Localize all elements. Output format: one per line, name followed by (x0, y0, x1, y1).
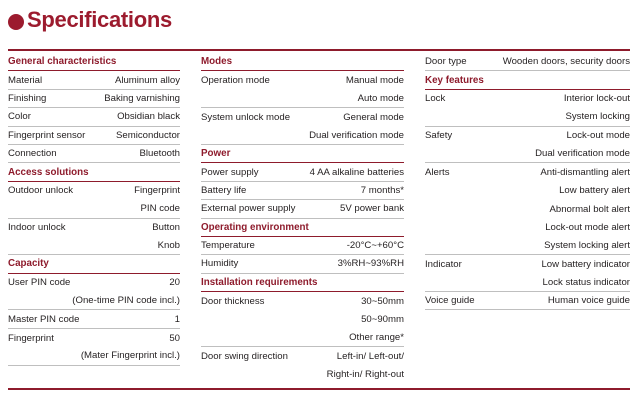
spec-value: -20°C~+60°C (346, 240, 404, 252)
spec-row-continued (425, 182, 630, 200)
spec-value: Lock-out mode alert (545, 222, 630, 234)
section-heading-power: Power (201, 145, 404, 163)
spec-value: Knob (157, 240, 180, 252)
spec-row-user-pin-code (8, 274, 180, 292)
bottom-rule (8, 388, 630, 390)
spec-value: (One-time PIN code incl.) (72, 295, 180, 307)
spec-row-continued (425, 219, 630, 237)
spec-value: System locking (565, 111, 630, 123)
spec-row-system-unlock-mode (201, 108, 404, 126)
spec-row-continued (8, 292, 180, 310)
spec-row-continued (201, 127, 404, 145)
spec-label: Door thickness (201, 295, 265, 307)
spec-value: 30~50mm (361, 295, 404, 307)
spec-label: Battery life (201, 184, 247, 196)
spec-value: Semiconductor (116, 129, 180, 141)
section-heading-key-features: Key features (425, 71, 630, 89)
spec-value: Bluetooth (139, 148, 180, 160)
spec-label: System unlock mode (201, 111, 291, 123)
spec-row-continued (201, 329, 404, 347)
spec-row-temperature (201, 237, 404, 255)
spec-value: (Mater Fingerprint incl.) (80, 350, 180, 362)
spec-row-voice-guide (425, 292, 630, 310)
spec-label: Door type (425, 56, 467, 68)
spec-value: Button (152, 222, 180, 234)
column-general (8, 53, 180, 366)
spec-value: 3%RH~93%RH (337, 258, 404, 270)
spec-row-continued (425, 108, 630, 126)
spec-row-connection (8, 145, 180, 163)
spec-row-finishing (8, 90, 180, 108)
spec-value: Lock status indicator (542, 276, 630, 288)
spec-value: PIN code (140, 203, 180, 215)
spec-label: Lock (425, 93, 446, 105)
spec-row-indoor-unlock (8, 219, 180, 237)
spec-row-continued (201, 366, 404, 384)
spec-label: Indicator (425, 258, 462, 270)
spec-row-operation-mode (201, 71, 404, 89)
spec-label: Master PIN code (8, 313, 80, 325)
spec-value: System locking alert (544, 240, 630, 252)
spec-label: External power supply (201, 203, 296, 215)
spec-value: 1 (174, 313, 180, 325)
spec-row-continued (8, 200, 180, 218)
spec-value: General mode (343, 111, 404, 123)
spec-row-fingerprint (8, 329, 180, 347)
spec-row-indicator (425, 255, 630, 273)
section-heading-installation-requirements: Installation requirements (201, 274, 404, 292)
top-rule (8, 49, 630, 51)
spec-row-material (8, 71, 180, 89)
spec-value: 20 (169, 277, 180, 289)
spec-value: Abnormal bolt alert (549, 203, 630, 215)
spec-value: Auto mode (357, 92, 404, 104)
spec-value: Lock-out mode (566, 130, 630, 142)
spec-value: Interior lock-out (563, 93, 630, 105)
spec-label: Door swing direction (201, 350, 288, 362)
spec-row-door-swing-direction (201, 347, 404, 365)
spec-row-humidity (201, 255, 404, 273)
spec-label: Indoor unlock (8, 222, 66, 234)
spec-row-continued (425, 237, 630, 255)
spec-row-color (8, 108, 180, 126)
spec-value: 7 months* (360, 184, 404, 196)
spec-value: 50~90mm (361, 314, 404, 326)
spec-value: Baking varnishing (104, 92, 180, 104)
spec-value: 5V power bank (340, 203, 404, 215)
spec-value: 50 (169, 332, 180, 344)
spec-label: Fingerprint sensor (8, 129, 86, 141)
spec-row-power-supply (201, 163, 404, 181)
spec-row-safety (425, 127, 630, 145)
page-title (8, 5, 172, 35)
spec-label: Humidity (201, 258, 239, 270)
spec-value: Aluminum alloy (114, 74, 180, 86)
spec-row-outdoor-unlock (8, 182, 180, 200)
spec-value: Other range* (349, 332, 404, 344)
spec-value: Anti-dismantling alert (540, 167, 630, 179)
spec-label: Temperature (201, 240, 255, 252)
spec-row-continued (8, 347, 180, 365)
spec-value: Wooden doors, security doors (502, 56, 630, 68)
spec-row-continued (201, 310, 404, 328)
column-features (425, 53, 630, 310)
spec-value: Obsidian black (117, 111, 180, 123)
spec-label: Outdoor unlock (8, 185, 74, 197)
spec-value: Fingerprint (134, 185, 180, 197)
spec-label: Connection (8, 148, 57, 160)
spec-row-continued (425, 145, 630, 163)
spec-label: Finishing (8, 92, 47, 104)
column-modes (201, 53, 404, 384)
section-heading-operating-environment: Operating environment (201, 219, 404, 237)
spec-value: Human voice guide (547, 295, 630, 307)
spec-label: Operation mode (201, 75, 270, 87)
spec-row-continued (201, 90, 404, 108)
spec-label: Voice guide (425, 295, 475, 307)
spec-row-alerts (425, 163, 630, 181)
section-heading-access-solutions: Access solutions (8, 163, 180, 181)
spec-row-master-pin-code (8, 310, 180, 328)
section-heading-modes: Modes (201, 53, 404, 71)
spec-label: Safety (425, 130, 453, 142)
spec-label: Color (8, 111, 31, 123)
spec-row-door-thickness (201, 292, 404, 310)
spec-label: Fingerprint (8, 332, 54, 344)
spec-row-continued (8, 237, 180, 255)
spec-value: Right-in/ Right-out (326, 369, 404, 381)
spec-row-fingerprint-sensor (8, 127, 180, 145)
title-text: Specifications (27, 7, 172, 32)
spec-row-continued (425, 200, 630, 218)
spec-value: Dual verification mode (535, 148, 630, 160)
spec-value: Dual verification mode (309, 129, 404, 141)
spec-value: 4 AA alkaline batteries (309, 166, 404, 178)
spec-label: Alerts (425, 167, 450, 179)
spec-value: Left-in/ Left-out/ (336, 350, 404, 362)
spec-value: Low battery alert (559, 185, 630, 197)
section-heading-capacity: Capacity (8, 255, 180, 273)
spec-row-battery-life (201, 182, 404, 200)
spec-label: User PIN code (8, 277, 71, 289)
bullet-dot-icon (8, 14, 24, 30)
spec-row-external-power-supply (201, 200, 404, 218)
spec-value: Manual mode (345, 75, 404, 87)
spec-row-continued (425, 274, 630, 292)
spec-label: Power supply (201, 166, 259, 178)
spec-label: Material (8, 74, 43, 86)
spec-row-door-type (425, 53, 630, 71)
spec-row-lock (425, 90, 630, 108)
section-heading-general-characteristics: General characteristics (8, 53, 180, 71)
spec-value: Low battery indicator (541, 258, 630, 270)
